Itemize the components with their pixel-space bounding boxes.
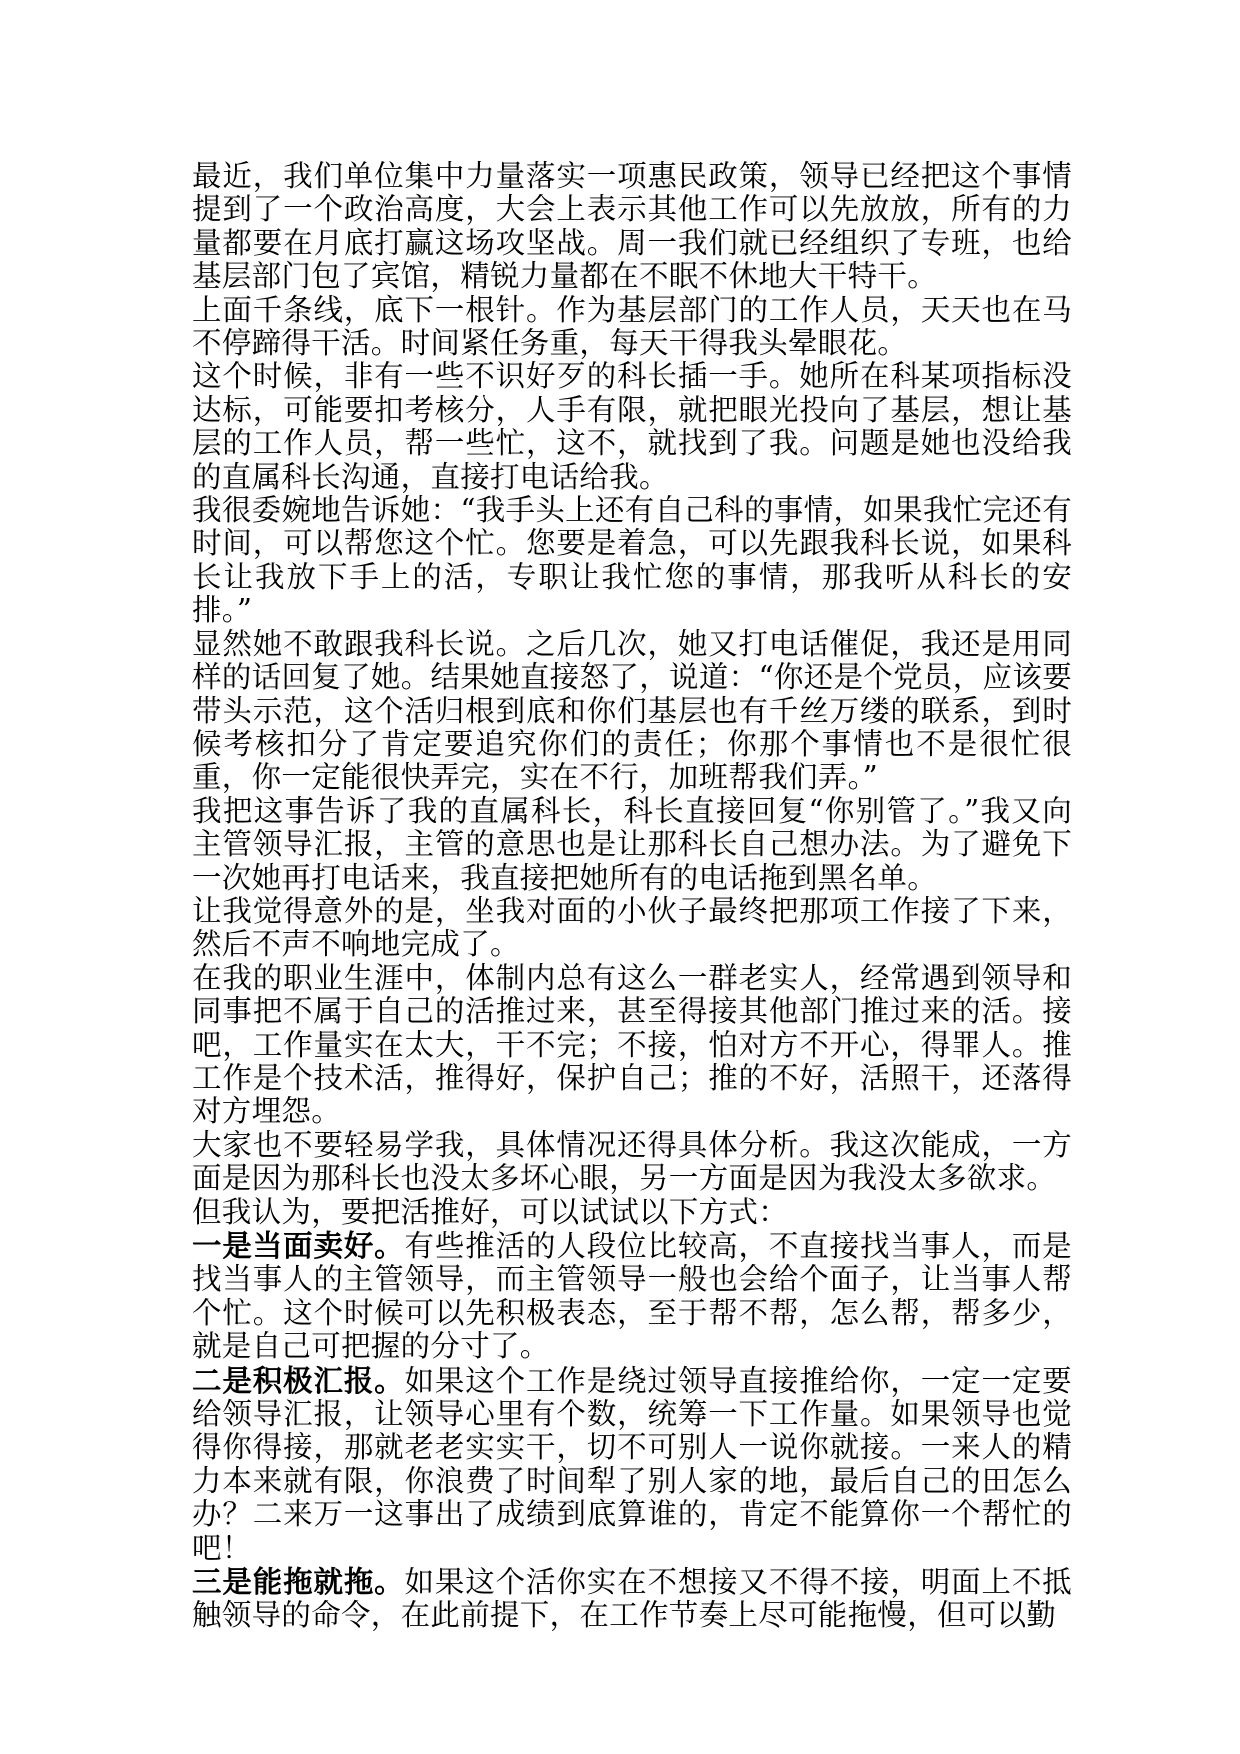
- paragraph: [192, 1565, 1072, 1633]
- paragraph-text: 如果这个活你实在不想接又不得不接，明面上不抵触领导的命令，在此前提下，在工作节奏上尽可能拖慢，但可以勤: [192, 1565, 1072, 1633]
- paragraph-text: 如果这个工作是绕过领导直接推给你，一定一定要给领导汇报，让领导心里有个数，统筹一下工作量。如果领导也觉得你得接，那就老老实实干，切不可别人一说你就接。一来人的精力本来就有限，你浪费了时间犁了别人家的地，最后自己的田怎么办？二来万一这事出了成绩到底算谁的，肯定不能算你一个帮忙的吧！: [192, 1363, 1072, 1565]
- paragraph-text: 我很委婉地告诉她：“我手头上还有自己科的事情，如果我忙完还有时间，可以帮您这个忙。您要是着急，可以先跟我科长说，如果科长让我放下手上的活，专职让我忙您的事情，那我听从科长的安排。”: [192, 493, 1072, 628]
- paragraph-text: 显然她不敢跟我科长说。之后几次，她又打电话催促，我还是用同样的话回复了她。结果她直接怒了，说道：“你还是个党员，应该要带头示范，这个活归根到底和你们基层也有千丝万缕的联系，到时候考核扣分了肯定要追究你们的责任；你那个事情也不是很忙很重，你一定能很快弄完，实在不行，加班帮我们弄。”: [192, 626, 1072, 795]
- paragraph-text: 最近，我们单位集中力量落实一项惠民政策，领导已经把这个事情提到了一个政治高度，大会上表示其他工作可以先放放，所有的力量都要在月底打赢这场攻坚战。周一我们就已经组织了专班，也给基层部门包了宾馆，精锐力量都在不眠不休地大干特干。: [192, 159, 1072, 294]
- paragraph: [192, 1129, 1072, 1196]
- paragraph: [192, 1229, 1072, 1364]
- paragraph: [192, 962, 1072, 1129]
- paragraph-text: 这个时候，非有一些不识好歹的科长插一手。她所在科某项指标没达标，可能要扣考核分，人手有限，就把眼光投向了基层，想让基层的工作人员，帮一些忙，这不，就找到了我。问题是她也没给我的直属科长沟通，直接打电话给我。: [192, 359, 1072, 494]
- paragraph-text: 在我的职业生涯中，体制内总有这么一群老实人，经常遇到领导和同事把不属于自己的活推过来，甚至得接其他部门推过来的活。接吧，工作量实在太大，干不完；不接，怕对方不开心，得罪人。推工作是个技术活，推得好，保护自己；推的不好，活照干，还落得对方埋怨。: [192, 960, 1072, 1129]
- paragraph-lead: 二是积极汇报。: [192, 1362, 405, 1398]
- document-body: [192, 160, 1072, 1633]
- paragraph: [192, 1196, 1072, 1229]
- paragraph-text: 上面千条线，底下一根针。作为基层部门的工作人员，天天也在马不停蹄得干活。时间紧任务重，每天干得我头晕眼花。: [192, 292, 1072, 361]
- paragraph-text: 有些推活的人段位比较高，不直接找当事人，而是找当事人的主管领导，而主管领导一般也会给个面子，让当事人帮个忙。这个时候可以先积极表态，至于帮不帮，怎么帮，帮多少，就是自己可把握的分寸了。: [192, 1229, 1072, 1364]
- paragraph: [192, 294, 1072, 361]
- paragraph-text: 但我认为，要把活推好，可以试试以下方式：: [192, 1194, 789, 1229]
- paragraph-text: 我把这事告诉了我的直属科长，科长直接回复“你别管了。”我又向主管领导汇报，主管的意思也是让那科长自己想办法。为了避免下一次她再打电话来，我直接把她所有的电话拖到黑名单。: [192, 793, 1072, 895]
- paragraph: [192, 795, 1072, 895]
- paragraph-lead: 一是当面卖好。: [192, 1228, 405, 1263]
- paragraph: [192, 160, 1072, 294]
- paragraph: [192, 1364, 1072, 1565]
- paragraph: [192, 895, 1072, 962]
- paragraph: [192, 628, 1072, 795]
- paragraph-text: 让我觉得意外的是，坐我对面的小伙子最终把那项工作接了下来，然后不声不响地完成了。: [192, 893, 1072, 962]
- paragraph: [192, 494, 1072, 628]
- paragraph-lead: 三是能拖就拖。: [192, 1564, 405, 1600]
- paragraph: [192, 360, 1072, 494]
- paragraph-text: 大家也不要轻易学我，具体情况还得具体分析。我这次能成，一方面是因为那科长也没太多坏心眼，另一方面是因为我没太多欲求。: [192, 1127, 1072, 1196]
